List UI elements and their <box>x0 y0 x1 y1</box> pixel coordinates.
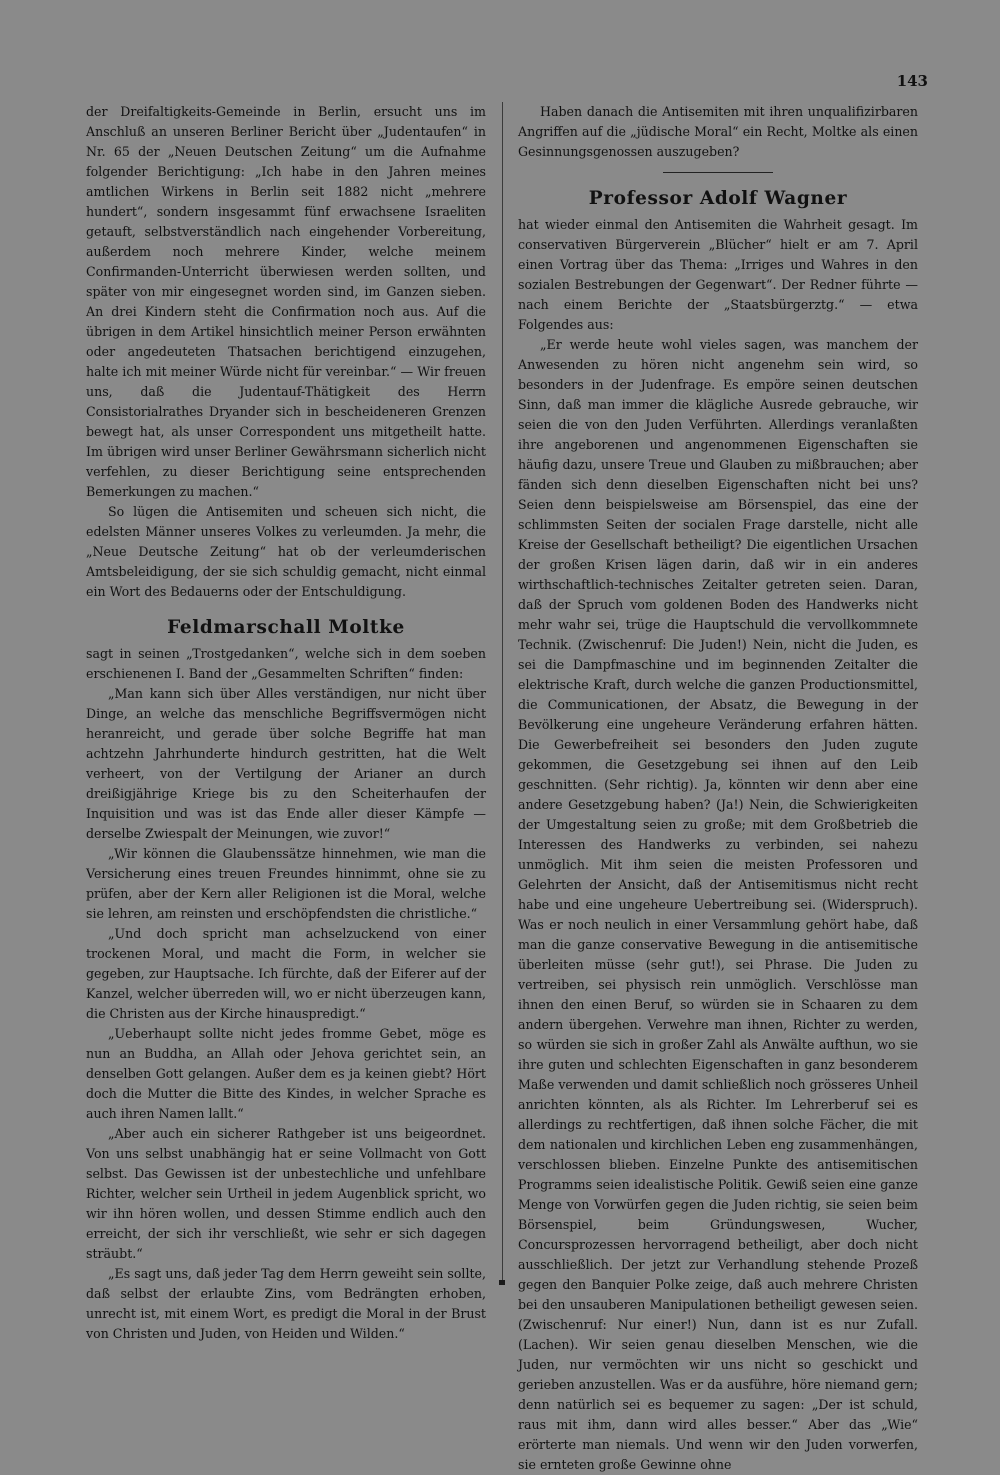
right-column <box>518 102 918 1475</box>
left-column <box>86 102 486 1344</box>
paragraph: Haben danach die Antisemiten mit ihren unqualifizirbaren Angriffen auf die „jüdische Moral“ ein Recht, Moltke als einen Gesinnungsgenossen auszugeben? <box>518 104 918 159</box>
page-number: 143 <box>896 72 928 90</box>
quote-paragraph: „Ueberhaupt sollte nicht jedes fromme Gebet, möge es nun an Buddha, an Allah oder Jehova gerichtet sein, an denselben Gott gelangen. Außer dem es ja keinen giebt? Hört doch die Mutter die Bitte des Kindes, in welcher Sprache es auch ihren Namen lallt.“ <box>86 1026 486 1121</box>
quote-paragraph: „Es sagt uns, daß jeder Tag dem Herrn geweiht sein sollte, daß selbst der erlaubte Zins, vom Bedrängten erhoben, unrecht ist, mit einem Wort, es predigt die Moral in der Brust von Christen und Juden, von Heiden und Wilden.“ <box>86 1266 486 1341</box>
column-divider <box>502 102 503 1280</box>
divider-mark <box>499 1280 505 1285</box>
paragraph: sagt in seinen „Trostgedanken“, welche sich in dem soeben erschienenen I. Band der „Gesammelten Schriften“ finden: <box>86 646 486 681</box>
quote-paragraph: „Er werde heute wohl vieles sagen, was manchem der Anwesenden zu hören nicht angenehm sein wird, so besonders in der Judenfrage. Es empöre seinen deutschen Sinn, daß man immer die klägliche Ausrede gebrauche, wir seien die von den Juden Verführten. Allerdings veranlaßten ihre angeborenen und angenommenen Eigenschaften sie häufig dazu, unsere Treue und Glauben zu mißbrauchen; aber fänden sich denn dieselben Eigenschaften nicht bei uns? Seien denn beispielsweise am Börsenspiel, das eine der schlimmsten Seiten der socialen Frage darstelle, nicht alle Kreise der Gesellschaft betheiligt? Die eigentlichen Ursachen der großen Krisen lägen darin, daß wir in ein anderes wirthschaftlich-technisches Zeitalter getreten seien. Daran, daß der Spruch vom goldenen Boden des Handwerks nicht mehr wahr sei, trüge die Hauptschuld die vervollkommnete Technik. (Zwischenruf: Die Juden!) Nein, nicht die Juden, es sei die Dampfmaschine und im beginnenden Zeitalter die elektrische Kraft, durch welche die ganzen Productionsmittel, die Communicationen, der Absatz, die Bewegung in der Bevölkerung eine ungeheure Veränderung erfahren hätten. Die Gewerbefreiheit sei besonders den Juden zugute gekommen, die Gesetzgebung sei ihnen auf den Leib geschnitten. (Sehr richtig). Ja, könnten wir denn aber eine andere Gesetzgebung haben? (Ja!) Nein, die Schwierigkeiten der Umgestaltung seien zu große; mit dem Großbetrieb die Interessen des Handwerks zu verbinden, sei nahezu unmöglich. Mit ihm seien die meisten Professoren und Gelehrten der Ansicht, daß der Antisemitismus nicht recht habe und eine ungeheure Uebertreibung sei. (Widerspruch). Was er noch neulich in einer Versammlung gehört habe, daß man die ganze conservative Bewegung in die antisemitische überleiten müsse (sehr gut!), sei Phrase. Die Juden zu vertreiben, sei physisch rein unmöglich. Verschlösse man ihnen den einen Beruf, so würden sie in Schaaren zu dem andern übergehen. Verwehre man ihnen, Richter zu werden, so würden sie sich in großer Zahl als Anwälte aufthun, wo sie ihre guten und schlechten Eigenschaften in ganz besonderem Maße verwenden und damit schließlich noch grösseres Unheil anrichten könnten, als als Richter. Im Lehrerberuf sei es allerdings zu rechtfertigen, daß ihnen solche Fächer, die mit dem nationalen und kirchlichen Leben eng zusammenhängen, verschlossen blieben. Einzelne Punkte des antisemitischen Programms seien idealistische Politik. Gewiß seien eine ganze Menge von Vorwürfen gegen die Juden richtig, sie seien beim Börsenspiel, beim Gründungswesen, Wucher, Concursprozessen hervorragend betheiligt, aber doch nicht ausschließlich. Der jetzt zur Verhandlung stehende Prozeß gegen den Banquier Polke zeige, daß auch mehrere Christen bei den unsauberen Manipulationen betheiligt gewesen seien. (Zwischenruf: Nur einer!) Nun, dann ist es nur Zufall. (Lachen). Wir seien genau dieselben Menschen, wie die Juden, nur vermöchten wir uns nicht so geschickt und gerieben anzustellen. Was er da ausführe, höre niemand gern; denn natürlich sei es bequemer zu sagen: „Der ist schuld, raus mit ihm, dann wird alles besser.“ Aber das „Wie“ erörterte man niemals. Und wenn wir den Juden vorwerfen, sie ernteten große Gewinne ohne <box>518 337 918 1472</box>
quote-paragraph: „Man kann sich über Alles verständigen, nur nicht über Dinge, an welche das menschliche Begriffsvermögen nicht heranreicht, und gerade über solche Begriffe hat man achtzehn Jahrhunderte hindurch gestritten, hat die Welt verheert, von der Vertilgung der Arianer an durch dreißigjährige Kriege bis zu den Scheiterhaufen der Inquisition und was ist das Ende aller dieser Kämpfe — derselbe Zwiespalt der Meinungen, wie zuvor!“ <box>86 686 486 841</box>
quote-paragraph: „Wir können die Glaubenssätze hinnehmen, wie man die Versicherung eines treuen Freundes hinnimmt, ohne sie zu prüfen, aber der Kern aller Religionen ist die Moral, welche sie lehren, am reinsten und erschöpfendsten die christliche.“ <box>86 846 486 921</box>
paragraph: der Dreifaltigkeits-Gemeinde in Berlin, ersucht uns im Anschluß an unseren Berliner Bericht über „Judentaufen“ in Nr. 65 der „Neuen Deutschen Zeitung“ um die Aufnahme folgender Berichtigung: „Ich habe in den Jahren meines amtlichen Wirkens in Berlin seit 1882 nicht „mehrere hundert“, sondern insgesammt fünf erwachsene Israeliten getauft, selbstverständlich nach eingehender Vorbereitung, außerdem noch mehrere Kinder, welche meinem Confirmanden-Unterricht überwiesen werden sollten, und später von mir eingesegnet worden sind, im Ganzen sieben. An drei Kindern steht die Confirmation noch aus. Auf die übrigen in dem Artikel hinsichtlich meiner Person erwähnten oder angedeuteten Thatsachen berichtigend einzugehen, halte ich mit meiner Würde nicht für vereinbar.“ — Wir freuen uns, daß die Judentauf-Thätigkeit des Herrn Consistorialrathes Dryander sich in bescheideneren Grenzen bewegt hat, als unser Correspondent uns mitgetheilt hatte. Im übrigen wird unser Berliner Gewährsmann sicherlich nicht verfehlen, zu dieser Berichtigung seine entsprechenden Bemerkungen zu machen.“ <box>86 104 486 499</box>
quote-paragraph: „Und doch spricht man achselzuckend von einer trockenen Moral, und macht die Form, in welcher sie gegeben, zur Hauptsache. Ich fürchte, daß der Eiferer auf der Kanzel, welcher überreden will, wo er nicht überzeugen kann, die Christen aus der Kirche hinauspredigt.“ <box>86 926 486 1021</box>
section-rule <box>663 172 773 173</box>
paragraph: So lügen die Antisemiten und scheuen sich nicht, die edelsten Männer unseres Volkes zu verleumden. Ja mehr, die „Neue Deutsche Zeitung“ hat ob der verleumderischen Amtsbeleidigung, der sie sich schuldig gemacht, nicht einmal ein Wort des Bedauerns oder der Entschuldigung. <box>86 504 486 599</box>
paragraph: hat wieder einmal den Antisemiten die Wahrheit gesagt. Im conservativen Bürgerverein „Blücher“ hielt er am 7. April einen Vortrag über das Thema: „Irriges und Wahres in den sozialen Bestrebungen der Gegenwart“. Der Redner führte — nach einem Berichte der „Staatsbürgerztg.“ — etwa Folgendes aus: <box>518 217 918 332</box>
quote-paragraph: „Aber auch ein sicherer Rathgeber ist uns beigeordnet. Von uns selbst unabhängig hat er seine Vollmacht von Gott selbst. Das Gewissen ist der unbestechliche und unfehlbare Richter, welcher sein Urtheil in jedem Augenblick spricht, wo wir ihn hören wollen, und dessen Stimme endlich auch den erreicht, der sich ihr verschließt, wie sehr er sich dagegen sträubt.“ <box>86 1126 486 1261</box>
section-heading: Feldmarschall Moltke <box>167 617 405 638</box>
section-heading: Professor Adolf Wagner <box>588 188 848 209</box>
